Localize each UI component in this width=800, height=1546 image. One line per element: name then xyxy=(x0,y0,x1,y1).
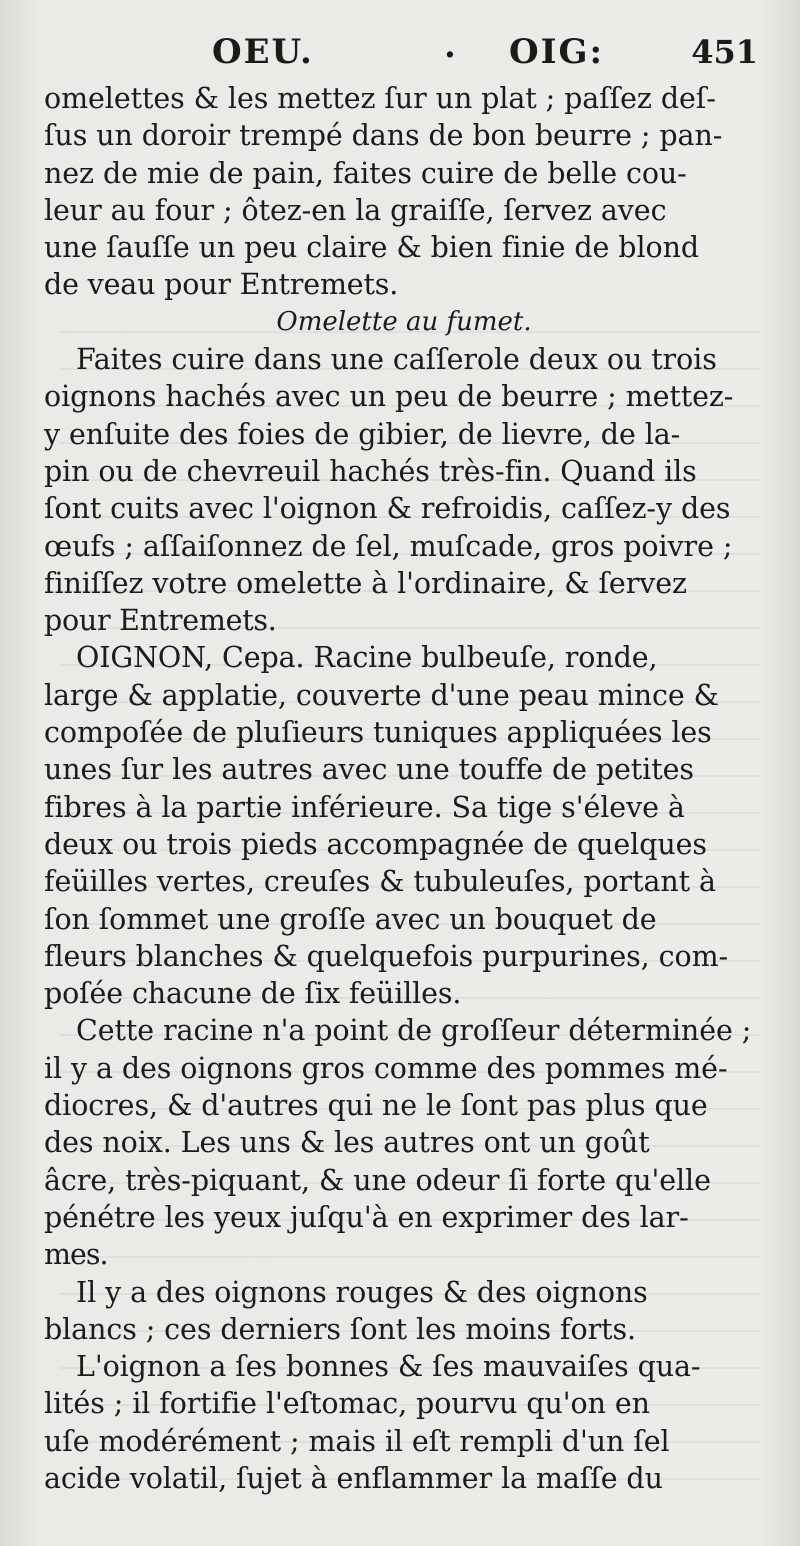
text-line: omelettes & les mettez ſur un plat ; paſſez deſ- xyxy=(44,82,716,115)
text-line: acide volatil, ſujet à enflammer la maſſe du xyxy=(44,1461,663,1495)
text-line: L'oignon a ſes bonnes & ſes mauvaiſes qua- xyxy=(76,1350,701,1384)
text-line: leur au four ; ôtez-en la graiſſe, ſervez avec xyxy=(44,193,667,227)
header-left-word: OEU. xyxy=(212,32,314,72)
text-lines xyxy=(44,80,764,1497)
text-line: lités ; il fortifie l'eſtomac, pourvu qu'on en xyxy=(44,1387,650,1421)
section-subtitle: Omelette au fumet. xyxy=(276,306,532,337)
text-line: œufs ; aſſaiſonnez de ſel, muſcade, gros poivre ; xyxy=(44,529,733,563)
text-line: large & applatie, couverte d'une peau mince & xyxy=(44,678,719,712)
text-line: OIGNON, Cepa. Racine bulbeuſe, ronde, xyxy=(76,641,658,675)
text-line: blancs ; ces derniers ſont les moins forts. xyxy=(44,1312,636,1346)
text-line: pour Entremets. xyxy=(44,604,277,638)
text-line: pénétre les yeux juſqu'à en exprimer des lar- xyxy=(44,1200,689,1234)
text-line: y enſuite des foies de gibier, de lievre, de la- xyxy=(44,417,681,451)
text-line: deux ou trois pieds accompagnée de quelques xyxy=(44,827,707,861)
text-line: une ſauſſe un peu claire & bien finie de blond xyxy=(44,231,699,265)
text-line: unes ſur les autres avec une touffe de petites xyxy=(44,753,694,787)
header-dot: . xyxy=(444,26,458,66)
text-line: de veau pour Entremets. xyxy=(44,268,399,302)
text-line: finiſſez votre omelette à l'ordinaire, & ſervez xyxy=(44,566,687,600)
running-header xyxy=(44,28,764,80)
text-line: poſée chacune de ſix feüilles. xyxy=(44,977,462,1011)
text-line: pin ou de chevreuil hachés très-fin. Quand ils xyxy=(44,454,697,488)
text-line: oignons hachés avec un peu de beurre ; mettez- xyxy=(44,380,734,414)
text-line: ſont cuits avec l'oignon & refroidis, caſſez-y des xyxy=(44,492,731,526)
text-line: âcre, très-piquant, & une odeur ſi forte qu'elle xyxy=(44,1163,711,1197)
text-line: des noix. Les uns & les autres ont un goût xyxy=(44,1126,650,1160)
text-line: uſe modérément ; mais il eſt rempli d'un ſel xyxy=(44,1424,670,1458)
text-line: il y a des oignons gros comme des pommes mé- xyxy=(44,1051,728,1085)
text-line: diocres, & d'autres qui ne le ſont pas plus que xyxy=(44,1089,708,1123)
text-line: ſus un doroir trempé dans de bon beurre ; pan- xyxy=(44,119,723,153)
text-line: Cette racine n'a point de groſſeur déterminée ; xyxy=(76,1014,752,1048)
text-line: nez de mie de pain, faites cuire de belle cou- xyxy=(44,156,687,190)
text-line: ſon ſommet une groſſe avec un bouquet de xyxy=(44,902,657,936)
text-line: fleurs blanches & quelquefois purpurines, com- xyxy=(44,939,729,973)
page-number: 451 xyxy=(691,33,758,71)
text-line: compoſée de pluſieurs tuniques appliquées les xyxy=(44,716,712,750)
text-line: feüilles vertes, creuſes & tubuleuſes, portant à xyxy=(44,865,716,899)
text-line: Il y a des oignons rouges & des oignons xyxy=(76,1275,648,1309)
text-line: Faites cuire dans une caſſerole deux ou trois xyxy=(76,343,717,377)
page-text xyxy=(44,28,764,1497)
text-line: fibres à la partie inférieure. Sa tige s'éleve à xyxy=(44,790,685,824)
header-right-word: OIG: xyxy=(509,32,605,72)
text-line: mes. xyxy=(44,1238,108,1272)
